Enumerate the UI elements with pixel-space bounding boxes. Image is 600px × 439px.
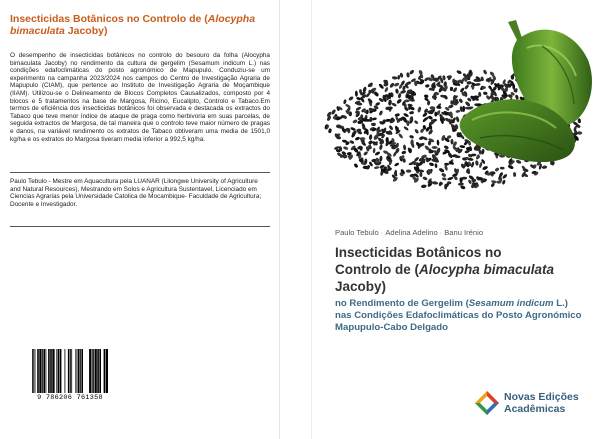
abstract-text: O desempenho de insecticidas botânicos no controlo do besouro da folha (Alocypha bimaculata Jacoby) no rendimento da cultura de gergelim (Sesamum indicum L.) nas condições edafoclimáticas do posto agronómico de Mapupulo. Conduziu-se um experimento na campanha 2023/2024 nos campos do Centro de Investigação Agraria de Mapupulo (CIAM), que pertence ao Instituto de Investigação Agraria de Moçambique (IIAM). Utilizou-se o Delineamento de Blocos Completos Causalizados, composto por 4 blocos e 5 tratamentos na base de Margosa, Ricino, Eucalipto, Controlo e Tabaco.Em termos de eficiência dos insecticidas botânicos foi observada e destacada os extractos do Tabaco que teve menor índice de ataque de praga como herbivoria em suas parcelas, de seguida extractos de Margosa, de tal maneira que o controlo teve maior número de pragas e danos, na variável rendimento os extratos de Tabaco obtiveram uma media de 1501,0 kg/ha e os extratos do Margosa tiveram media inferior a 992,5 kg/ha. xyxy=(10,52,270,143)
front-cover xyxy=(312,0,600,439)
isbn-number: 9 786206 761358 xyxy=(37,394,103,402)
authors-line: Paulo Tebulo · Adelina Adelino · Banu Irénio xyxy=(335,228,484,237)
back-cover xyxy=(0,0,280,439)
book-title: Insecticidas Botânicos no Controlo de (Alocypha bimaculata Jacoby) xyxy=(335,245,555,294)
author-bio: Paulo Tebulo - Mestre em Aquacultura pela LUANAR (Lilongwe University of Agriculture and Natural Resources), Mestrando em Solos e Agricultura Sustentavel, Licenciado em Ciencias Agrarias pela Universidade Catolica de Mocambique- Faculdade de Agricultura; Docente e Investigador. xyxy=(10,178,262,208)
isbn-barcode xyxy=(28,346,112,404)
divider-top xyxy=(10,172,270,173)
back-cover-title: Insecticidas Botânicos no Controlo de (Alocypha bimaculata Jacoby) xyxy=(10,13,256,37)
sesame-seeds-image xyxy=(312,0,600,205)
publisher-logo xyxy=(474,388,594,422)
publisher-emblem-icon xyxy=(474,390,500,416)
barcode-image xyxy=(32,349,108,393)
book-spine xyxy=(280,0,312,439)
publisher-name: Novas Edições Acadêmicas xyxy=(504,391,579,415)
book-subtitle: no Rendimento de Gergelim (Sesamum indicum L.) nas Condições Edafoclimáticas do Posto Agronómico Mapupulo-Cabo Delgado xyxy=(335,298,582,333)
divider-bottom xyxy=(10,226,270,227)
